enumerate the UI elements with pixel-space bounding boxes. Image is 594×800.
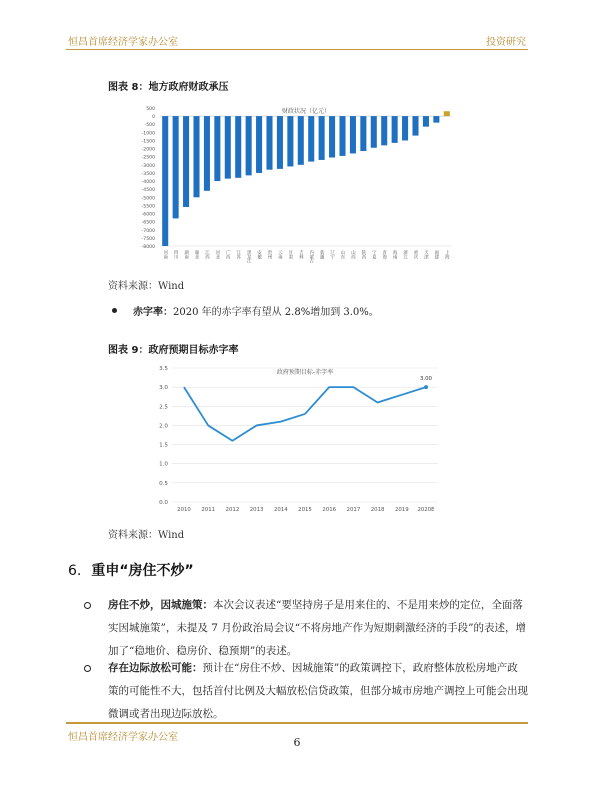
y-tick-label: -6500	[141, 220, 155, 226]
paragraph-easing	[108, 657, 528, 726]
y-tick-label: -3000	[141, 163, 155, 169]
x-tick-label: 2012	[225, 507, 240, 513]
y-tick-label: -3500	[141, 171, 155, 177]
y-tick-label: 0.5	[159, 480, 168, 487]
x-tick-label: 宁夏	[371, 250, 377, 259]
x-tick-label: 安徽	[256, 250, 262, 259]
bar	[381, 116, 387, 145]
bar	[412, 116, 418, 135]
y-tick-label: 2.5	[159, 404, 168, 411]
bar	[360, 116, 366, 151]
bar	[183, 116, 189, 207]
y-tick-label: -4000	[141, 180, 155, 186]
y-tick-label: -2000	[141, 147, 155, 153]
figure8-source: 资料来源：Wind	[108, 281, 185, 292]
x-tick-label: 湖南	[183, 250, 189, 259]
x-tick-label: 内蒙古	[308, 250, 314, 264]
y-tick-label: -6000	[141, 212, 155, 218]
bar	[298, 116, 304, 165]
x-tick-label: 海南	[392, 250, 398, 259]
y-tick-label: 500	[146, 107, 155, 112]
bar	[225, 116, 231, 179]
paragraph-text: 本次会议表述“要坚持房子是用来住的、不是用来炒的定位，全面落实因城施策”，未提及 7 月份政治局会议“不将房地产作为短期刺激经济的手段”的表述，增加了“稳地价、稳房价、稳预期”的表述。	[108, 599, 526, 657]
x-tick-label: 2016	[322, 507, 337, 513]
footer-org: 恒昌首席经济学家办公室	[68, 732, 178, 743]
section-heading	[68, 560, 194, 580]
x-tick-label: 2013	[249, 507, 264, 513]
x-tick-label: 江苏	[235, 250, 241, 259]
chart-title: 财政状况（亿元）	[281, 108, 331, 115]
bar	[392, 116, 398, 143]
x-tick-label: 山东	[340, 250, 345, 259]
y-tick-label: -500	[144, 123, 155, 129]
bar	[329, 116, 335, 157]
header-rule	[66, 49, 528, 50]
bar	[339, 116, 345, 156]
bar	[371, 116, 377, 148]
y-tick-label: 3.0	[159, 385, 168, 392]
bar	[246, 116, 252, 175]
y-tick-label: 1.0	[159, 461, 168, 468]
figure9-source: 资料来源：Wind	[108, 530, 185, 541]
bar	[444, 111, 450, 116]
y-tick-label: -8000	[141, 245, 155, 250]
y-tick-label: -1000	[141, 131, 155, 137]
section-number: 6.	[68, 563, 82, 579]
x-tick-label: 山西	[350, 250, 356, 259]
bar	[350, 116, 356, 153]
paragraph-label: 房住不炒，因城施策：	[108, 599, 213, 611]
x-tick-label: 2015	[298, 507, 312, 513]
bar	[423, 116, 429, 127]
bullet-dot-icon	[112, 308, 117, 313]
deficit-line-chart	[148, 360, 448, 518]
x-tick-label: 陕西	[360, 250, 366, 259]
bar	[204, 116, 210, 191]
paragraph-housing	[108, 594, 528, 663]
series-line	[184, 387, 426, 441]
x-tick-label: 黑龙江	[246, 250, 252, 264]
bar	[287, 116, 293, 166]
x-tick-label: 2011	[201, 507, 216, 513]
y-tick-label: -7000	[141, 228, 155, 234]
page-number: 6	[293, 736, 301, 749]
x-tick-label: 天津	[423, 250, 429, 259]
x-tick-label: 重庆	[413, 250, 418, 259]
bar	[162, 116, 168, 246]
y-tick-label: -1500	[141, 139, 155, 145]
x-tick-label: 湖北	[194, 250, 199, 259]
figure8-title: 图表 8：地方政府财政承压	[108, 82, 229, 93]
section-title: 重申“房住不炒”	[91, 563, 194, 579]
fiscal-bar-chart	[130, 98, 460, 266]
hollow-bullet-icon	[84, 602, 91, 609]
y-tick-label: -5000	[141, 196, 155, 202]
x-tick-label: 广西	[225, 250, 231, 259]
y-tick-label: -5500	[141, 204, 155, 210]
data-point	[424, 385, 428, 389]
x-tick-label: 吉林	[298, 250, 304, 259]
x-tick-label: 2020E	[417, 507, 435, 513]
bar	[308, 116, 314, 161]
y-tick-label: -4500	[141, 188, 155, 194]
x-tick-label: 甘肃	[287, 250, 293, 259]
x-tick-label: 福建	[433, 250, 439, 259]
x-tick-label: 2019	[394, 507, 409, 513]
bullet-label: 赤字率：	[133, 307, 173, 318]
x-tick-label: 四川	[173, 250, 179, 259]
x-tick-label: 河北	[214, 250, 220, 259]
bar	[235, 116, 241, 178]
x-tick-label: 2018	[370, 507, 385, 513]
paragraph-text: 预计在“房住不炒、因城施策”的政策调控下，政府整体放松房地产政策的可能性不大，包括首付比例及大幅放松信贷政策，但部分城市房地产调控上可能会出现微调或者出现边际放松。	[108, 662, 528, 720]
x-tick-label: 青海	[381, 250, 387, 259]
bar	[266, 116, 272, 170]
x-tick-label: 辽宁	[329, 250, 335, 259]
x-tick-label: 江西	[204, 250, 210, 259]
x-tick-label: 2017	[346, 507, 361, 513]
bullet-text: 2020 年的赤字率有望从 2.8%增加到 3.0%。	[173, 307, 379, 318]
y-tick-label: 1.5	[159, 442, 168, 449]
x-tick-label: 浙江	[402, 250, 408, 259]
figure9-title: 图表 9：政府预期目标赤字率	[108, 345, 239, 356]
x-tick-label: 上海	[444, 250, 450, 259]
x-tick-label: 2010	[177, 507, 191, 513]
header-org: 恒昌首席经济学家办公室	[68, 37, 178, 48]
bar	[214, 116, 220, 181]
bar	[402, 116, 408, 140]
data-label: 3.00	[419, 376, 433, 383]
y-tick-label: -2500	[141, 155, 155, 161]
bar	[256, 116, 262, 173]
bar	[173, 116, 179, 218]
y-tick-label: 3.5	[159, 366, 168, 372]
x-tick-label: 云南	[277, 250, 283, 259]
y-tick-label: 0.0	[159, 500, 168, 506]
paragraph-label: 存在边际放松可能：	[108, 662, 203, 674]
y-tick-label: -7500	[141, 236, 155, 242]
footer-rule	[66, 722, 528, 724]
y-tick-label: 0	[152, 115, 155, 121]
bar	[193, 116, 199, 197]
bar	[319, 116, 325, 160]
x-tick-label: 河南	[162, 250, 168, 259]
bullet-deficit	[112, 303, 379, 318]
y-tick-label: 2.0	[159, 423, 168, 430]
bar	[433, 116, 439, 122]
header-section: 投资研究	[486, 37, 526, 48]
hollow-bullet-icon	[84, 665, 91, 672]
chart-title: 政府预期目标-赤字率	[276, 369, 334, 376]
x-tick-label: 2014	[273, 507, 288, 513]
x-tick-label: 贵州	[267, 250, 272, 259]
x-tick-label: 新疆	[319, 250, 325, 259]
bar	[277, 116, 283, 169]
